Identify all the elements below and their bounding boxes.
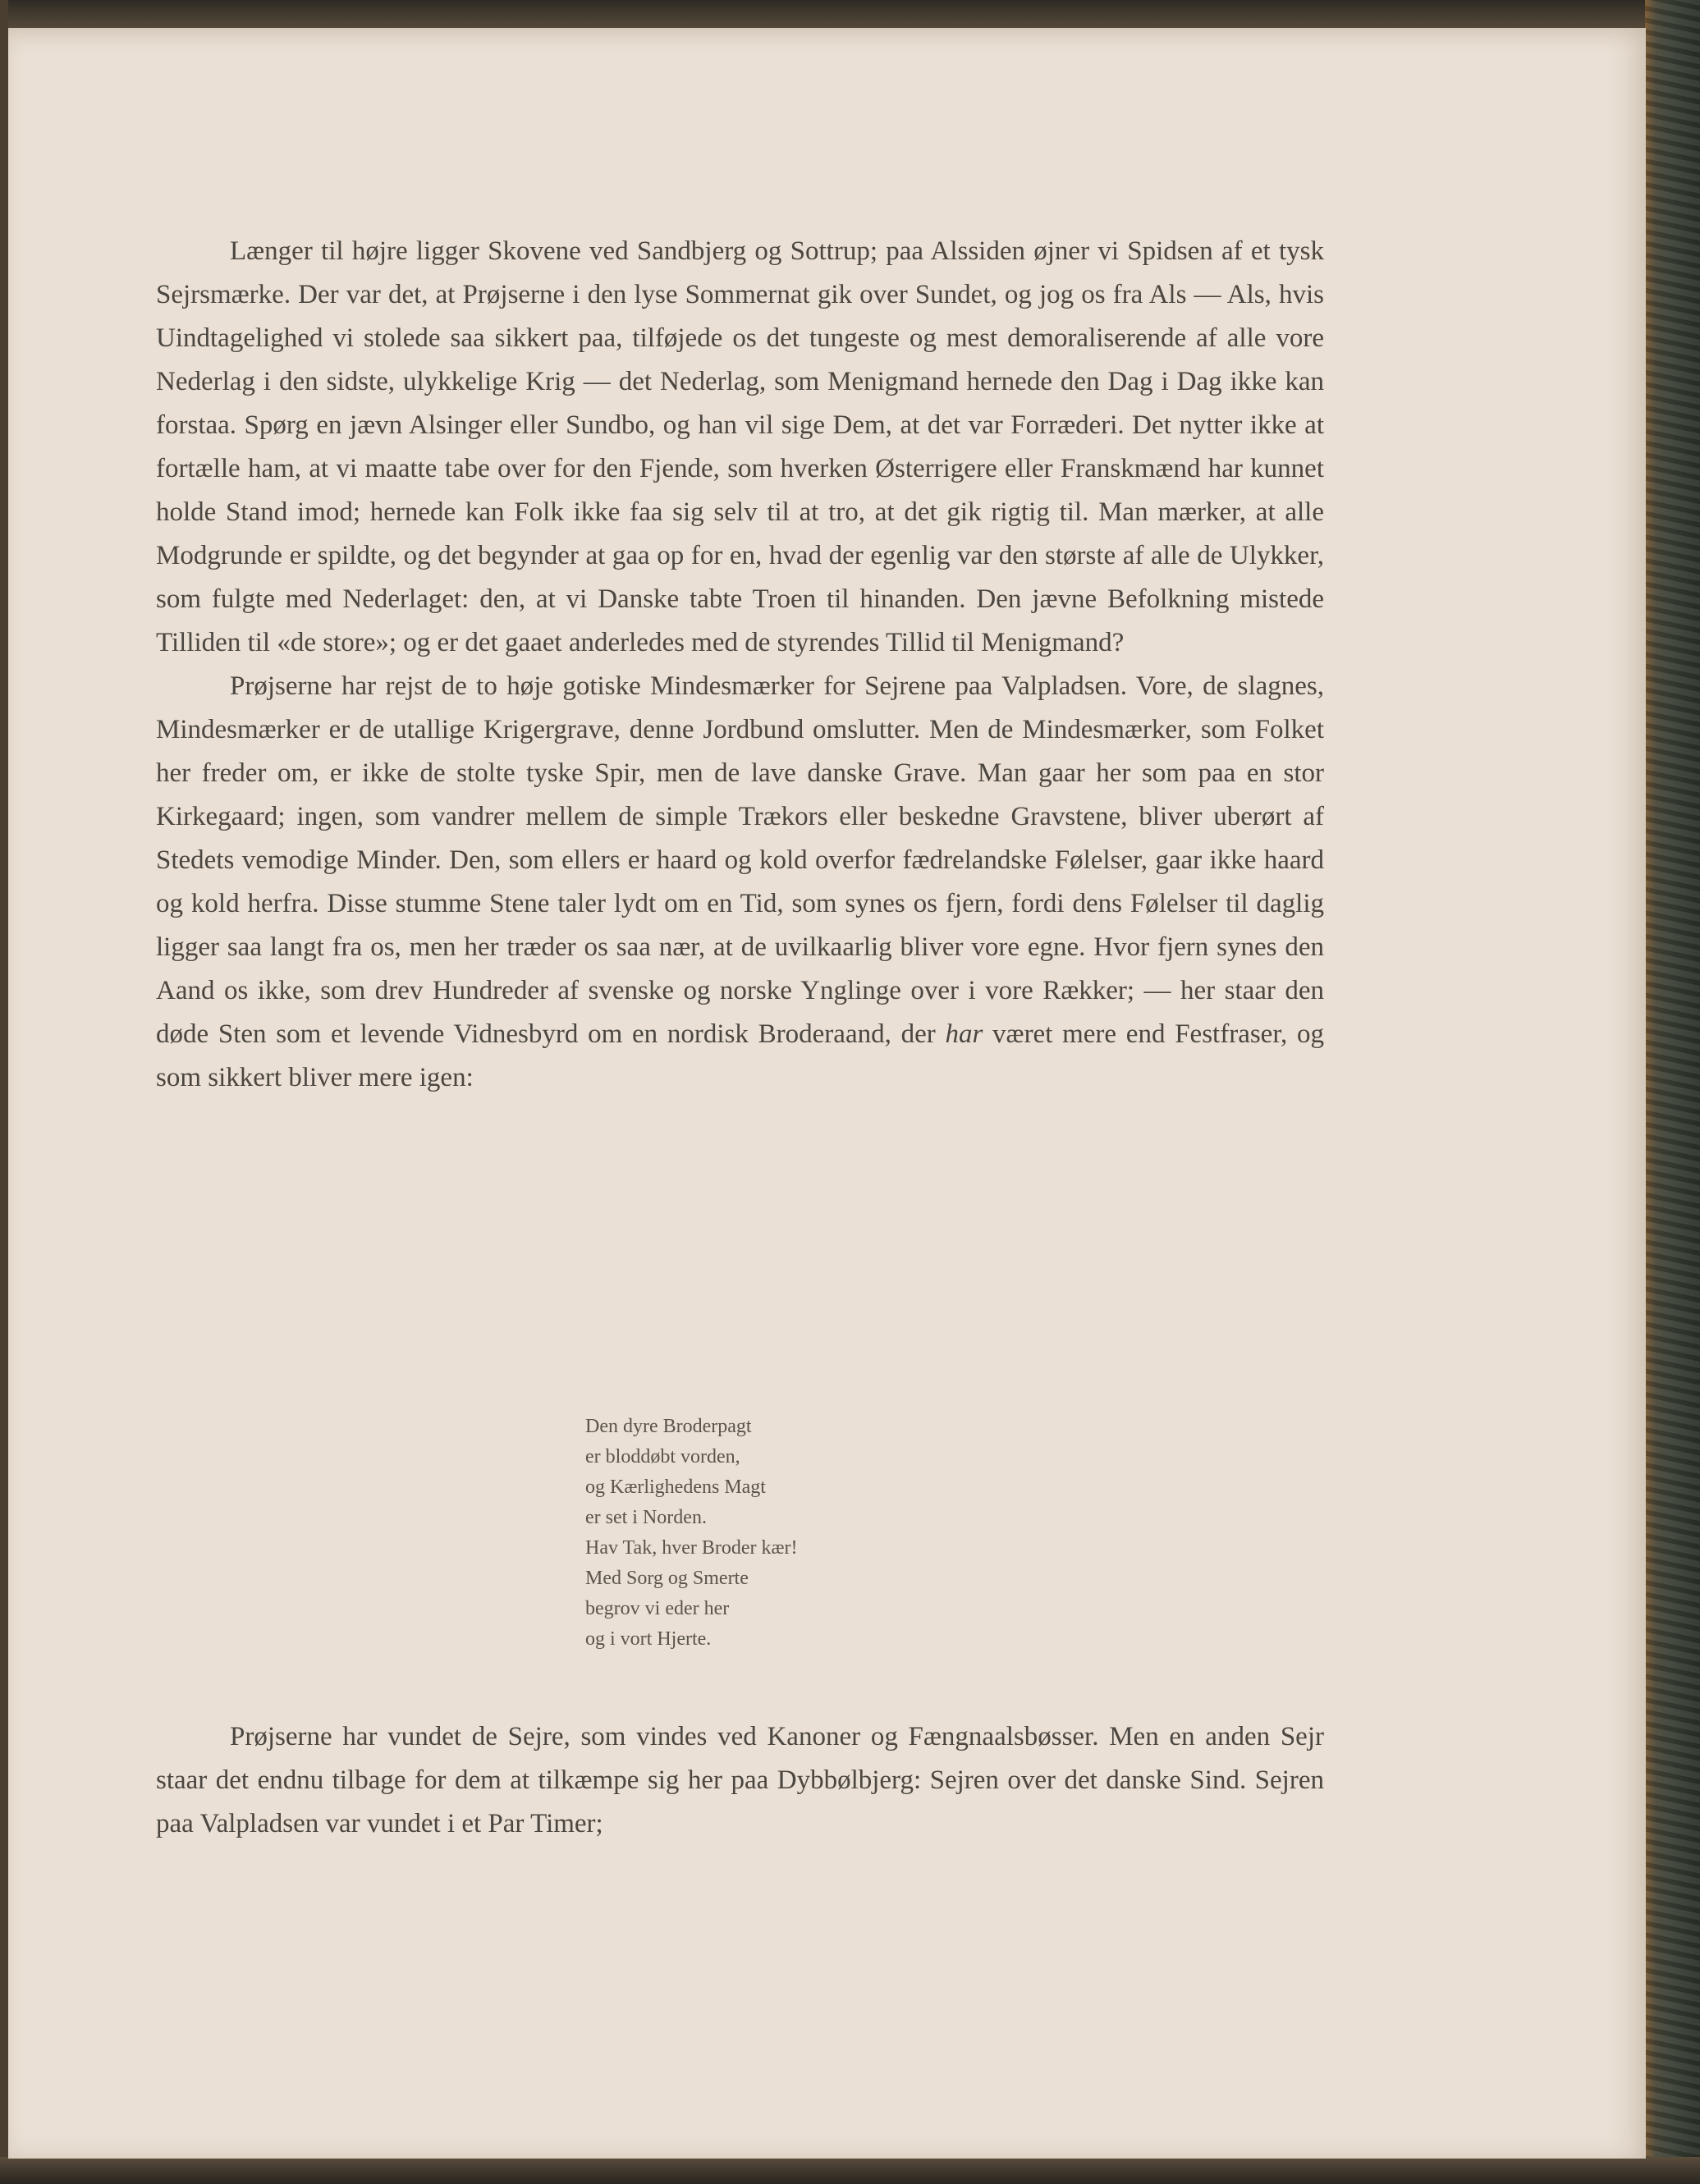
poem-line: Med Sorg og Smerte — [585, 1568, 749, 1589]
paragraph-1: Længer til højre ligger Skovene ved Sandbjerg og Sottrup; paa Alssiden øjner vi Spidsen af et tysk Sejrsmærke. Der var det, at Prøjserne i den lyse Sommernat gik over Sundet, og jog os fra Als — Als, hvis Uindtagelighed vi stolede saa sikkert paa, tilføjede os det tungeste og mest demoraliserende af alle vore Nederlag i den sidste, ulykkelige Krig — det Nederlag, som Menigmand hernede den Dag i Dag ikke kan forstaa. Spørg en jævn Alsinger eller Sundbo, og han vil sige Dem, at det var Forræderi. Det nytter ikke at fortælle ham, at vi maatte tabe over for den Fjende, som hverken Østerrigere eller Franskmænd har kunnet holde Stand imod; hernede kan Folk ikke faa sig selv til at tro, at det gik rigtig til. Man mærker, at alle Modgrunde er spildte, og det begynder at gaa op for en, hvad der egenlig var den største af alle de Ulykker, som fulgte med Nederlaget: den, at vi Danske tabte Troen til hinanden. Den jævne Befolkning mistede Tilliden til «de store»; og er det gaaet anderledes med de styrendes Tillid til Menigmand? — [156, 236, 1324, 657]
poem-stanza — [585, 1412, 797, 1655]
body-text — [156, 230, 1324, 1100]
book-cover-left-edge — [0, 0, 8, 2184]
paragraph-2 — [156, 665, 1324, 1100]
poem-line: og Kærlighedens Magt — [585, 1477, 766, 1498]
poem-line: Hav Tak, hver Broder kær! — [585, 1537, 798, 1559]
poem-line: Den dyre Broderpagt — [585, 1416, 752, 1437]
paragraph-2-italic: har — [945, 1019, 983, 1049]
poem-line: er bloddøbt vorden, — [585, 1446, 740, 1467]
poem-line: er set i Norden. — [585, 1507, 707, 1528]
paragraph-2-part-1: Prøjserne har rejst de to høje gotiske Mindesmærker for Sejrene paa Valpladsen. Vore, de slagnes, Mindesmærker er de utallige Krigergrave, denne Jordbund omslutter. Men de Mindesmærker, som Folket her freder om, er ikke de stolte tyske Spir, men de lave danske Grave. Man gaar her som paa en stor Kirkegaard; ingen, som vandrer mellem de simple Trækors eller beskedne Gravstene, bliver uberørt af Stedets vemodige Minder. Den, som ellers er haard og kold overfor fædrelandske Følelser, gaar ikke haard og kold herfra. Disse stumme Stene taler lydt om en Tid, som synes os fjern, fordi dens Følelser til daglig ligger saa langt fra os, men her træder os saa nær, at de uvilkaarlig bliver vore egne. Hvor fjern synes den Aand os ikke, som drev Hundreder af svenske og norske Ynglinge over i vore Rækker; — her staar den døde Sten som et levende Vidnesbyrd om en nordisk Broderaand, der — [156, 671, 1324, 1049]
paragraph-2-part-2: været mere end Festfraser, og som sikkert bliver mere igen: — [156, 1019, 1324, 1092]
poem-line: begrov vi eder her — [585, 1598, 730, 1619]
book-cover-bottom-edge — [0, 2157, 1700, 2184]
poem-line: og i vort Hjerte. — [585, 1628, 712, 1650]
book-cover-right-edge — [1645, 0, 1700, 2184]
paragraph-3: Prøjserne har vundet de Sejre, som vindes ved Kanoner og Fængnaalsbøsser. Men en anden Sejr staar det endnu tilbage for dem at tilkæmpe sig her paa Dybbølbjerg: Sejren over det danske Sind. Sejren paa Valpladsen var vundet i et Par Timer; — [156, 1722, 1324, 1838]
